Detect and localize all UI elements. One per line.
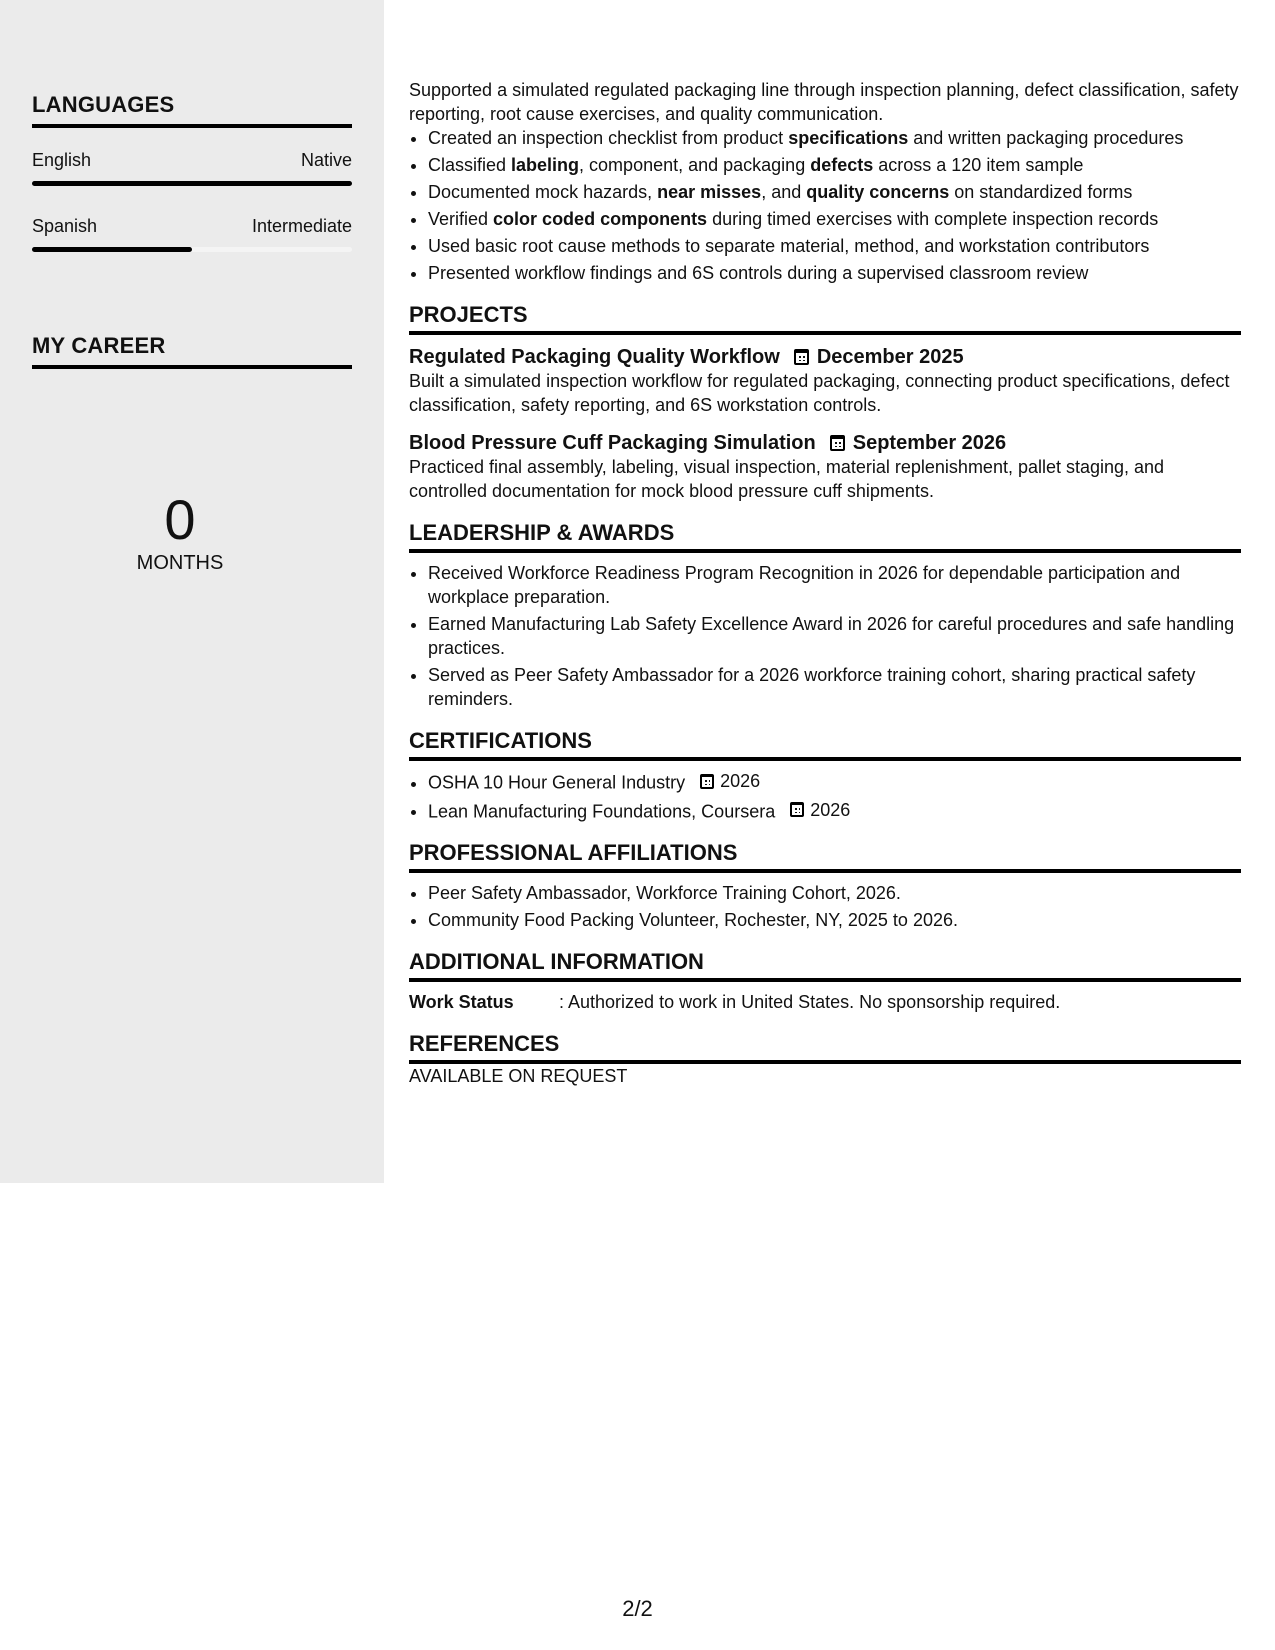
certification-item — [428, 769, 1241, 795]
project-description: Practiced final assembly, labeling, visual inspection, material replenishment, pallet staging, and controlled documentation for mock blood pressure cuff shipments. — [409, 457, 1165, 501]
certifications-heading: CERTIFICATIONS — [409, 729, 1241, 761]
languages-heading: LANGUAGES — [32, 92, 352, 128]
main-content — [409, 78, 1241, 1088]
list-item: • Peer Safety Ambassador, Workforce Training Cohort, 2026. — [428, 881, 1241, 905]
list-item: • Served as Peer Safety Ambassador for a 2026 workforce training cohort, sharing practical safety reminders. — [428, 663, 1241, 711]
additional-heading: ADDITIONAL INFORMATION — [409, 950, 1241, 982]
affiliations-list — [409, 881, 1241, 932]
certification-name: OSHA 10 Hour General Industry — [428, 772, 686, 793]
references-heading: REFERENCES — [409, 1032, 1241, 1064]
career-section — [32, 333, 352, 369]
calendar-icon — [794, 349, 809, 365]
certification-year: 2026 — [720, 771, 761, 791]
emphasis: defects — [810, 155, 874, 175]
summary-bullets — [409, 126, 1241, 285]
summary-bullet: • Classified labeling, component, and packaging defects across a 120 item sample — [428, 153, 1241, 177]
list-item: • Community Food Packing Volunteer, Rochester, NY, 2025 to 2026. — [428, 908, 1241, 932]
calendar-icon — [700, 774, 714, 789]
project-date: December 2025 — [816, 346, 964, 368]
sidebar — [0, 0, 384, 1183]
work-status-label: Work Status — [409, 992, 514, 1012]
summary-intro: Supported a simulated regulated packaging line through inspection planning, defect classification, safety reporting, root cause exercises, and quality communication. — [409, 80, 1239, 124]
list-item: • Received Workforce Readiness Program Recognition in 2026 for dependable participation and workplace preparation. — [428, 561, 1241, 609]
certification-name: Lean Manufacturing Foundations, Coursera — [428, 801, 776, 821]
list-item: • Earned Manufacturing Lab Safety Excellence Award in 2026 for careful procedures and safe handling practices. — [428, 612, 1241, 660]
career-unit: MONTHS — [136, 552, 224, 574]
calendar-icon — [830, 435, 845, 451]
emphasis: color coded components — [493, 209, 708, 229]
language-proficiency-bar — [32, 181, 352, 186]
emphasis: labeling — [511, 155, 580, 175]
proficiency-fill — [32, 247, 192, 252]
work-status-row — [409, 990, 1241, 1014]
project-item — [409, 345, 1241, 417]
page-number: 2/2 — [622, 1596, 653, 1621]
language-proficiency-bar — [32, 247, 352, 252]
language-name: English — [32, 150, 92, 170]
references-text: AVAILABLE ON REQUEST — [409, 1066, 628, 1086]
summary-bullet: • Verified color coded components during timed exercises with complete inspection records — [428, 207, 1241, 231]
project-item — [409, 431, 1241, 503]
leadership-heading: LEADERSHIP & AWARDS — [409, 521, 1241, 553]
affiliations-heading: PROFESSIONAL AFFILIATIONS — [409, 841, 1241, 873]
work-status-value: : Authorized to work in United States. No sponsorship required. — [559, 992, 1061, 1012]
career-heading: MY CAREER — [32, 333, 352, 369]
certification-item — [428, 798, 1241, 824]
summary-bullet: • Presented workflow findings and 6S controls during a supervised classroom review — [428, 261, 1241, 285]
career-value: 0 — [164, 488, 196, 551]
summary-bullet: • Used basic root cause methods to separate material, method, and workstation contributors — [428, 234, 1241, 258]
language-name: Spanish — [32, 216, 98, 236]
emphasis: near misses — [657, 182, 762, 202]
summary-bullet: • Documented mock hazards, near misses, and quality concerns on standardized forms — [428, 180, 1241, 204]
language-level: Native — [300, 150, 352, 170]
language-item — [32, 216, 352, 252]
career-duration — [0, 490, 360, 575]
calendar-icon — [790, 802, 804, 817]
project-title: Blood Pressure Cuff Packaging Simulation — [409, 432, 816, 454]
project-title: Regulated Packaging Quality Workflow — [409, 346, 780, 368]
language-level: Intermediate — [251, 216, 352, 236]
emphasis: specifications — [788, 128, 909, 148]
certifications-list — [409, 769, 1241, 823]
leadership-list — [409, 561, 1241, 711]
project-date: September 2026 — [852, 432, 1007, 454]
emphasis: quality concerns — [806, 182, 950, 202]
proficiency-fill — [32, 181, 352, 186]
summary-bullet: • Created an inspection checklist from product specifications and written packaging procedures — [428, 126, 1241, 150]
projects-heading: PROJECTS — [409, 303, 1241, 335]
certification-year: 2026 — [810, 799, 851, 820]
languages-section — [32, 92, 352, 252]
project-description: Built a simulated inspection workflow for regulated packaging, connecting product specifications, defect classification, safety reporting, and 6S workstation controls. — [409, 371, 1230, 415]
language-item — [32, 150, 352, 186]
